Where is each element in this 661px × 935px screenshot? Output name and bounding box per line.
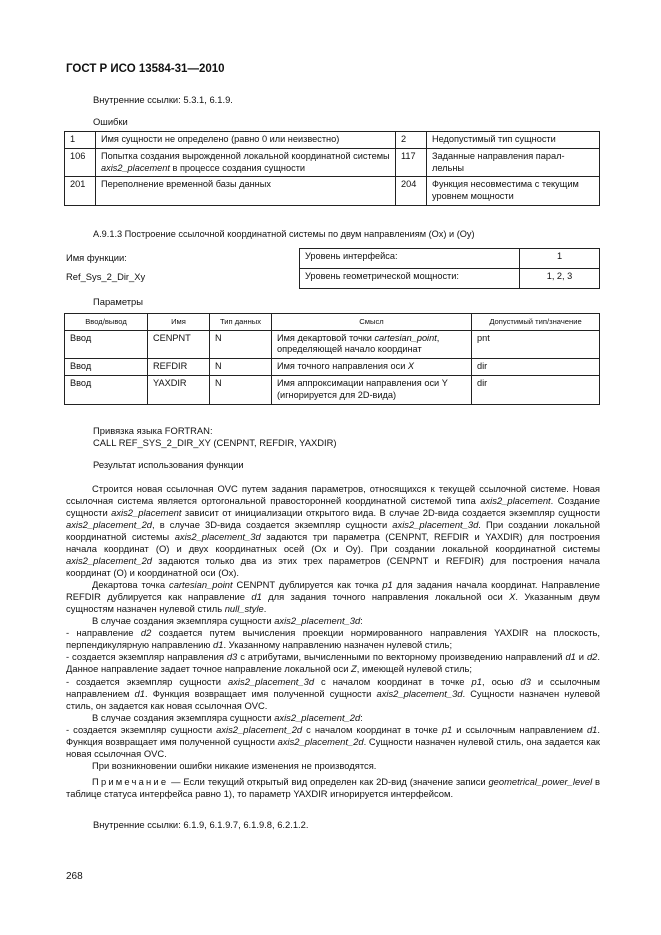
page-number: 268 <box>66 871 83 882</box>
note: Примечание — Если текущий открытый вид определен как 2D-вид (значение записи geometrical_power_level в таблице статуса интерфейса равно 1), то параметр YAXDIR игнорируется интерфейсом. <box>66 776 600 800</box>
params-caption: Параметры <box>93 296 143 307</box>
table-header-row <box>65 314 600 331</box>
interface-value: 1 <box>520 249 600 269</box>
error-text: Заданные направления парал-лельны <box>427 148 600 177</box>
error-code: 201 <box>65 177 96 206</box>
paragraph: Строится новая ссылочная OVC путем задания параметров, относящихся к текущей ссылочной системе. Новая ссылочная система является ортогональной правосторонней координатной системой типа axis2_placement. Создание сущности axis2_placement зависит от инициализации открытого вида. В случае 2D-вида создается экземпляр сущности axis2_placement_2d, в случае 3D-вида создается экземпляр сущности axis2_placement_3d. При создании локальной координатной системы axis2_placement_3d задаются три параметра (CENPNT, REFDIR и YAXDIR) для построения начала координат (О) и двух координатных осей (Ox и Oy). При создании локальной координатной системы axis2_placement_2d задаются только два из этих трех параметров (CENPNT и REFDIR) для построения начала координат (О) и координатной оси (Ox). <box>66 483 601 579</box>
error-text-part: Попытка создания вырожденной локальной координатной системы <box>101 150 390 161</box>
param-name: CENPNT <box>148 330 210 359</box>
meaning-italic: X <box>407 361 415 372</box>
param-meaning <box>272 330 472 359</box>
param-value: pnt <box>472 330 600 359</box>
param-io: Ввод <box>65 376 148 405</box>
param-type: N <box>210 376 272 405</box>
result-title: Результат использования функции <box>93 459 244 470</box>
table-row <box>65 132 600 149</box>
column-header: Смысл <box>272 314 472 331</box>
interface-label: Уровень интерфейса: <box>300 249 520 269</box>
table-row <box>65 376 600 405</box>
column-header: Имя <box>148 314 210 331</box>
column-header: Тип данных <box>210 314 272 331</box>
param-name: REFDIR <box>148 359 210 376</box>
error-text-italic: axis2_placement <box>101 162 170 173</box>
table-row <box>65 148 600 177</box>
param-io: Ввод <box>65 359 148 376</box>
error-code: 1 <box>65 132 96 149</box>
fortran-call: CALL REF_SYS_2_DIR_XY (CENPNT, REFDIR, YAXDIR) <box>93 437 337 449</box>
error-text: Имя сущности не определено (равно 0 или неизвестно) <box>96 132 396 149</box>
error-text: Переполнение временной базы данных <box>96 177 396 206</box>
fortran-binding <box>93 425 336 449</box>
document-header: ГОСТ Р ИСО 13584-31—2010 <box>66 63 225 75</box>
meaning-part: , определяющей начало координат <box>277 332 440 355</box>
error-code: 2 <box>396 132 427 149</box>
internal-references: Внутренние ссылки: 5.3.1, 6.1.9. <box>93 94 233 105</box>
param-value: dir <box>472 359 600 376</box>
paragraph: - создается экземпляр сущности axis2_placement_3d с началом координат в точке p1, осью d3 и ссылочным направлением d1. Функция возвращает имя полученной сущности axis2_placement_3d. Сущности назначен нулевой стиль, он задается как новая ссылочная OVC. <box>66 675 601 711</box>
table-row <box>300 249 600 269</box>
parameters-table <box>64 313 600 405</box>
param-meaning: Имя аппроксимации направления оси Y (игнорируется для 2D-вида) <box>272 376 472 405</box>
meaning-part: Имя точного направления оси <box>277 361 408 372</box>
error-text: Недопустимый тип сущности <box>427 132 600 149</box>
errors-caption: Ошибки <box>93 116 128 127</box>
error-code: 204 <box>396 177 427 206</box>
table-row <box>65 177 600 206</box>
column-header: Ввод/вывод <box>65 314 148 331</box>
fortran-label: Привязка языка FORTRAN: <box>93 425 213 436</box>
paragraph: В случае создания экземпляра сущности axis2_placement_3d: <box>92 615 363 627</box>
error-text-part: в процессе создания сущности <box>169 162 306 173</box>
paragraph: В случае создания экземпляра сущности axis2_placement_2d: <box>92 711 363 723</box>
paragraph: Декартова точка cartesian_point CENPNT дублируется как точка p1 для задания начала координат. Направление REFDIR дублируется как направление d1 для задания точного направления локальной оси X. Указанным двум сущностям назначен нулевой стиль null_style. <box>66 579 601 615</box>
param-type: N <box>210 359 272 376</box>
meaning-part: Имя декартовой точки <box>277 332 375 343</box>
table-row <box>300 269 600 289</box>
error-code: 117 <box>396 148 427 177</box>
interface-label: Уровень геометрической мощности: <box>300 269 520 289</box>
function-name: Ref_Sys_2_Dir_Xy <box>66 271 146 282</box>
paragraph: - направление d2 создается путем вычисления проекции нормированного направления YAXDIR на плоскость, перпендикулярную направлению d1. Указанному направлению назначен нулевой стиль; <box>66 627 600 651</box>
interface-value: 1, 2, 3 <box>520 269 600 289</box>
internal-references: Внутренние ссылки: 6.1.9, 6.1.9.7, 6.1.9.8, 6.2.1.2. <box>93 819 309 830</box>
paragraph: - создается экземпляр направления d3 с атрибутами, вычисленными по векторному произведению направлений d1 и d2. Данное направление задает точное направление локальной оси Z, имеющей нулевой стиль; <box>66 651 601 675</box>
param-meaning <box>272 359 472 376</box>
section-title: A.9.1.3 Построение ссылочной координатной системы по двум направлениям (Ox) и (Oy) <box>93 229 475 239</box>
param-name: YAXDIR <box>148 376 210 405</box>
interface-table <box>299 248 600 289</box>
param-io: Ввод <box>65 330 148 359</box>
errors-table <box>64 131 600 206</box>
paragraph: - создается экземпляр сущности axis2_placement_2d с началом координат в точке p1 и ссылочным направлением d1. Функция возвращает имя полученной сущности axis2_placement_2d. Сущности назначен нулевой стиль, она задается как новая ссылочная OVC. <box>66 723 601 759</box>
paragraph: При возникновении ошибки никакие изменения не производятся. <box>92 759 377 771</box>
body-text <box>66 483 600 772</box>
param-value: dir <box>472 376 600 405</box>
error-text <box>96 148 396 177</box>
error-code: 106 <box>65 148 96 177</box>
table-row <box>65 330 600 359</box>
column-header: Допустимый тип/значение <box>472 314 600 331</box>
error-text: Функция несовместима с текущим уровнем мощности <box>427 177 600 206</box>
meaning-italic: cartesian_point <box>374 332 437 343</box>
param-type: N <box>210 330 272 359</box>
table-row <box>65 359 600 376</box>
function-name-label: Имя функции: <box>66 252 127 263</box>
